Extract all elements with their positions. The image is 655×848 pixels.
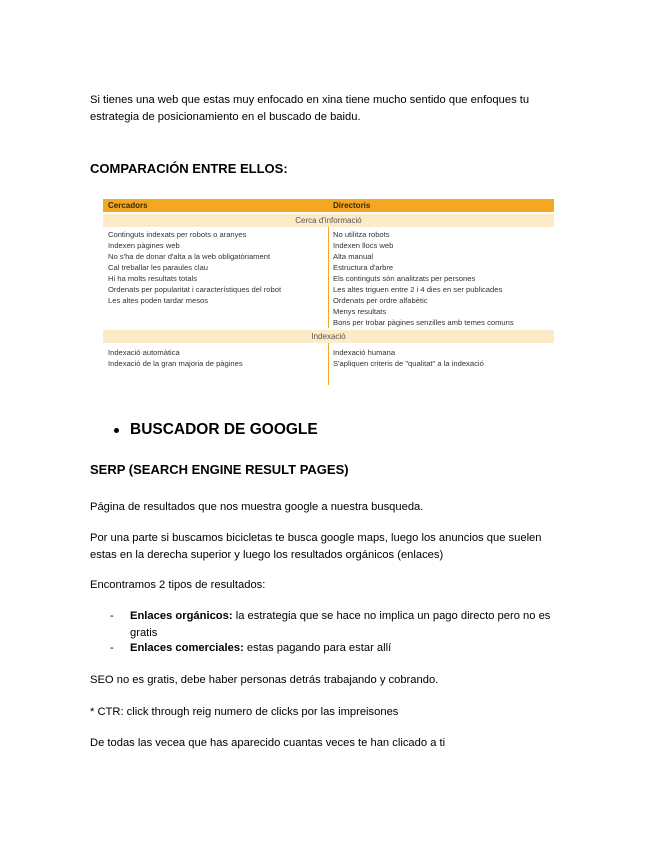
column-divider [328, 227, 329, 328]
table-cell: Estructura d'arbre [333, 263, 394, 272]
table-section-cerca: Cerca d'informació [103, 214, 554, 227]
table-cell: No utilitza robots [333, 230, 390, 239]
paragraph-2: Por una parte si buscamos bicicletas te busca google maps, luego los anuncios que suelen estas en la derecha superior y luego los resultados orgánicos (enlaces) [90, 532, 542, 561]
table-cell: Cal treballar les paraules clau [108, 263, 209, 272]
dash-bullet: - [110, 610, 114, 622]
list-item-text [130, 640, 570, 657]
table-header [103, 199, 554, 212]
table-cell: Indexació automàtica [108, 348, 180, 357]
table-cell: Hi ha molts resultats totals [108, 274, 198, 283]
table-cell: No s'ha de donar d'alta a la web obligatòriament [108, 252, 271, 261]
table-section-indexacio: Indexació [103, 330, 554, 343]
paragraph-1: Página de resultados que nos muestra google a nuestra busqueda. [90, 501, 424, 513]
table-cell: Indexació humana [333, 348, 396, 357]
table-cell: Les altes poden tardar mesos [108, 296, 209, 305]
table-cell: Ordenats per popularitat i característiques del robot [108, 285, 282, 294]
table-cell: Continguts indexats per robots o aranyes [108, 230, 247, 239]
paragraph-6: De todas las vecea que has aparecido cuantas veces te han clicado a ti [90, 737, 446, 749]
table-cell: Menys resultats [333, 307, 387, 316]
google-heading: BUSCADOR DE GOOGLE [130, 421, 318, 438]
dash-bullet: - [110, 642, 114, 654]
table-cell: Ordenats per ordre alfabètic [333, 296, 428, 305]
list-item-desc: estas pagando para estar allí [243, 642, 392, 654]
table-cell: S'apliquen criteris de "qualitat" a la indexació [333, 359, 484, 368]
table-cell: Indexen pàgines web [108, 241, 180, 250]
table-cell: Indexen llocs web [333, 241, 394, 250]
col2-rows-indexacio [333, 347, 484, 369]
table-header-directoris: Directoris [333, 201, 371, 210]
comparison-table [103, 199, 554, 385]
table-cell: Alta manual [333, 252, 374, 261]
paragraph-5: * CTR: click through reig numero de clicks por las impreisones [90, 706, 399, 718]
intro-paragraph: Si tienes una web que estas muy enfocado en xina tiene mucho sentido que enfoques tu estrategia de posicionamiento en el buscado de baidu. [90, 94, 530, 123]
table-cell: Els continguts són analitzats per persones [333, 274, 476, 283]
col1-rows-indexacio [108, 347, 243, 369]
column-divider [328, 343, 329, 385]
table-cell: Les altes triguen entre 2 i 4 dies en ser publicades [333, 285, 503, 294]
list-item-text [130, 608, 570, 641]
list-item-term: Enlaces comerciales: [130, 642, 244, 654]
list-item-term: Enlaces orgánicos: [130, 610, 233, 622]
paragraph-3: Encontramos 2 tipos de resultados: [90, 579, 266, 591]
serp-heading: SERP (SEARCH ENGINE RESULT PAGES) [90, 462, 349, 477]
table-cell: Bons per trobar pàgines senzilles amb temes comuns [333, 318, 514, 327]
col1-rows-cerca [108, 229, 281, 306]
table-cell: Indexació de la gran majoria de pàgines [108, 359, 243, 368]
bullet-icon [114, 428, 119, 433]
comparison-heading: COMPARACIÓN ENTRE ELLOS: [90, 161, 288, 176]
paragraph-4: SEO no es gratis, debe haber personas detrás trabajando y cobrando. [90, 674, 439, 686]
table-header-cercadors: Cercadors [108, 201, 148, 210]
col2-rows-cerca [333, 229, 514, 328]
list-item-desc: la estrategia que se hace no implica un pago directo pero no es gratis [130, 610, 551, 639]
